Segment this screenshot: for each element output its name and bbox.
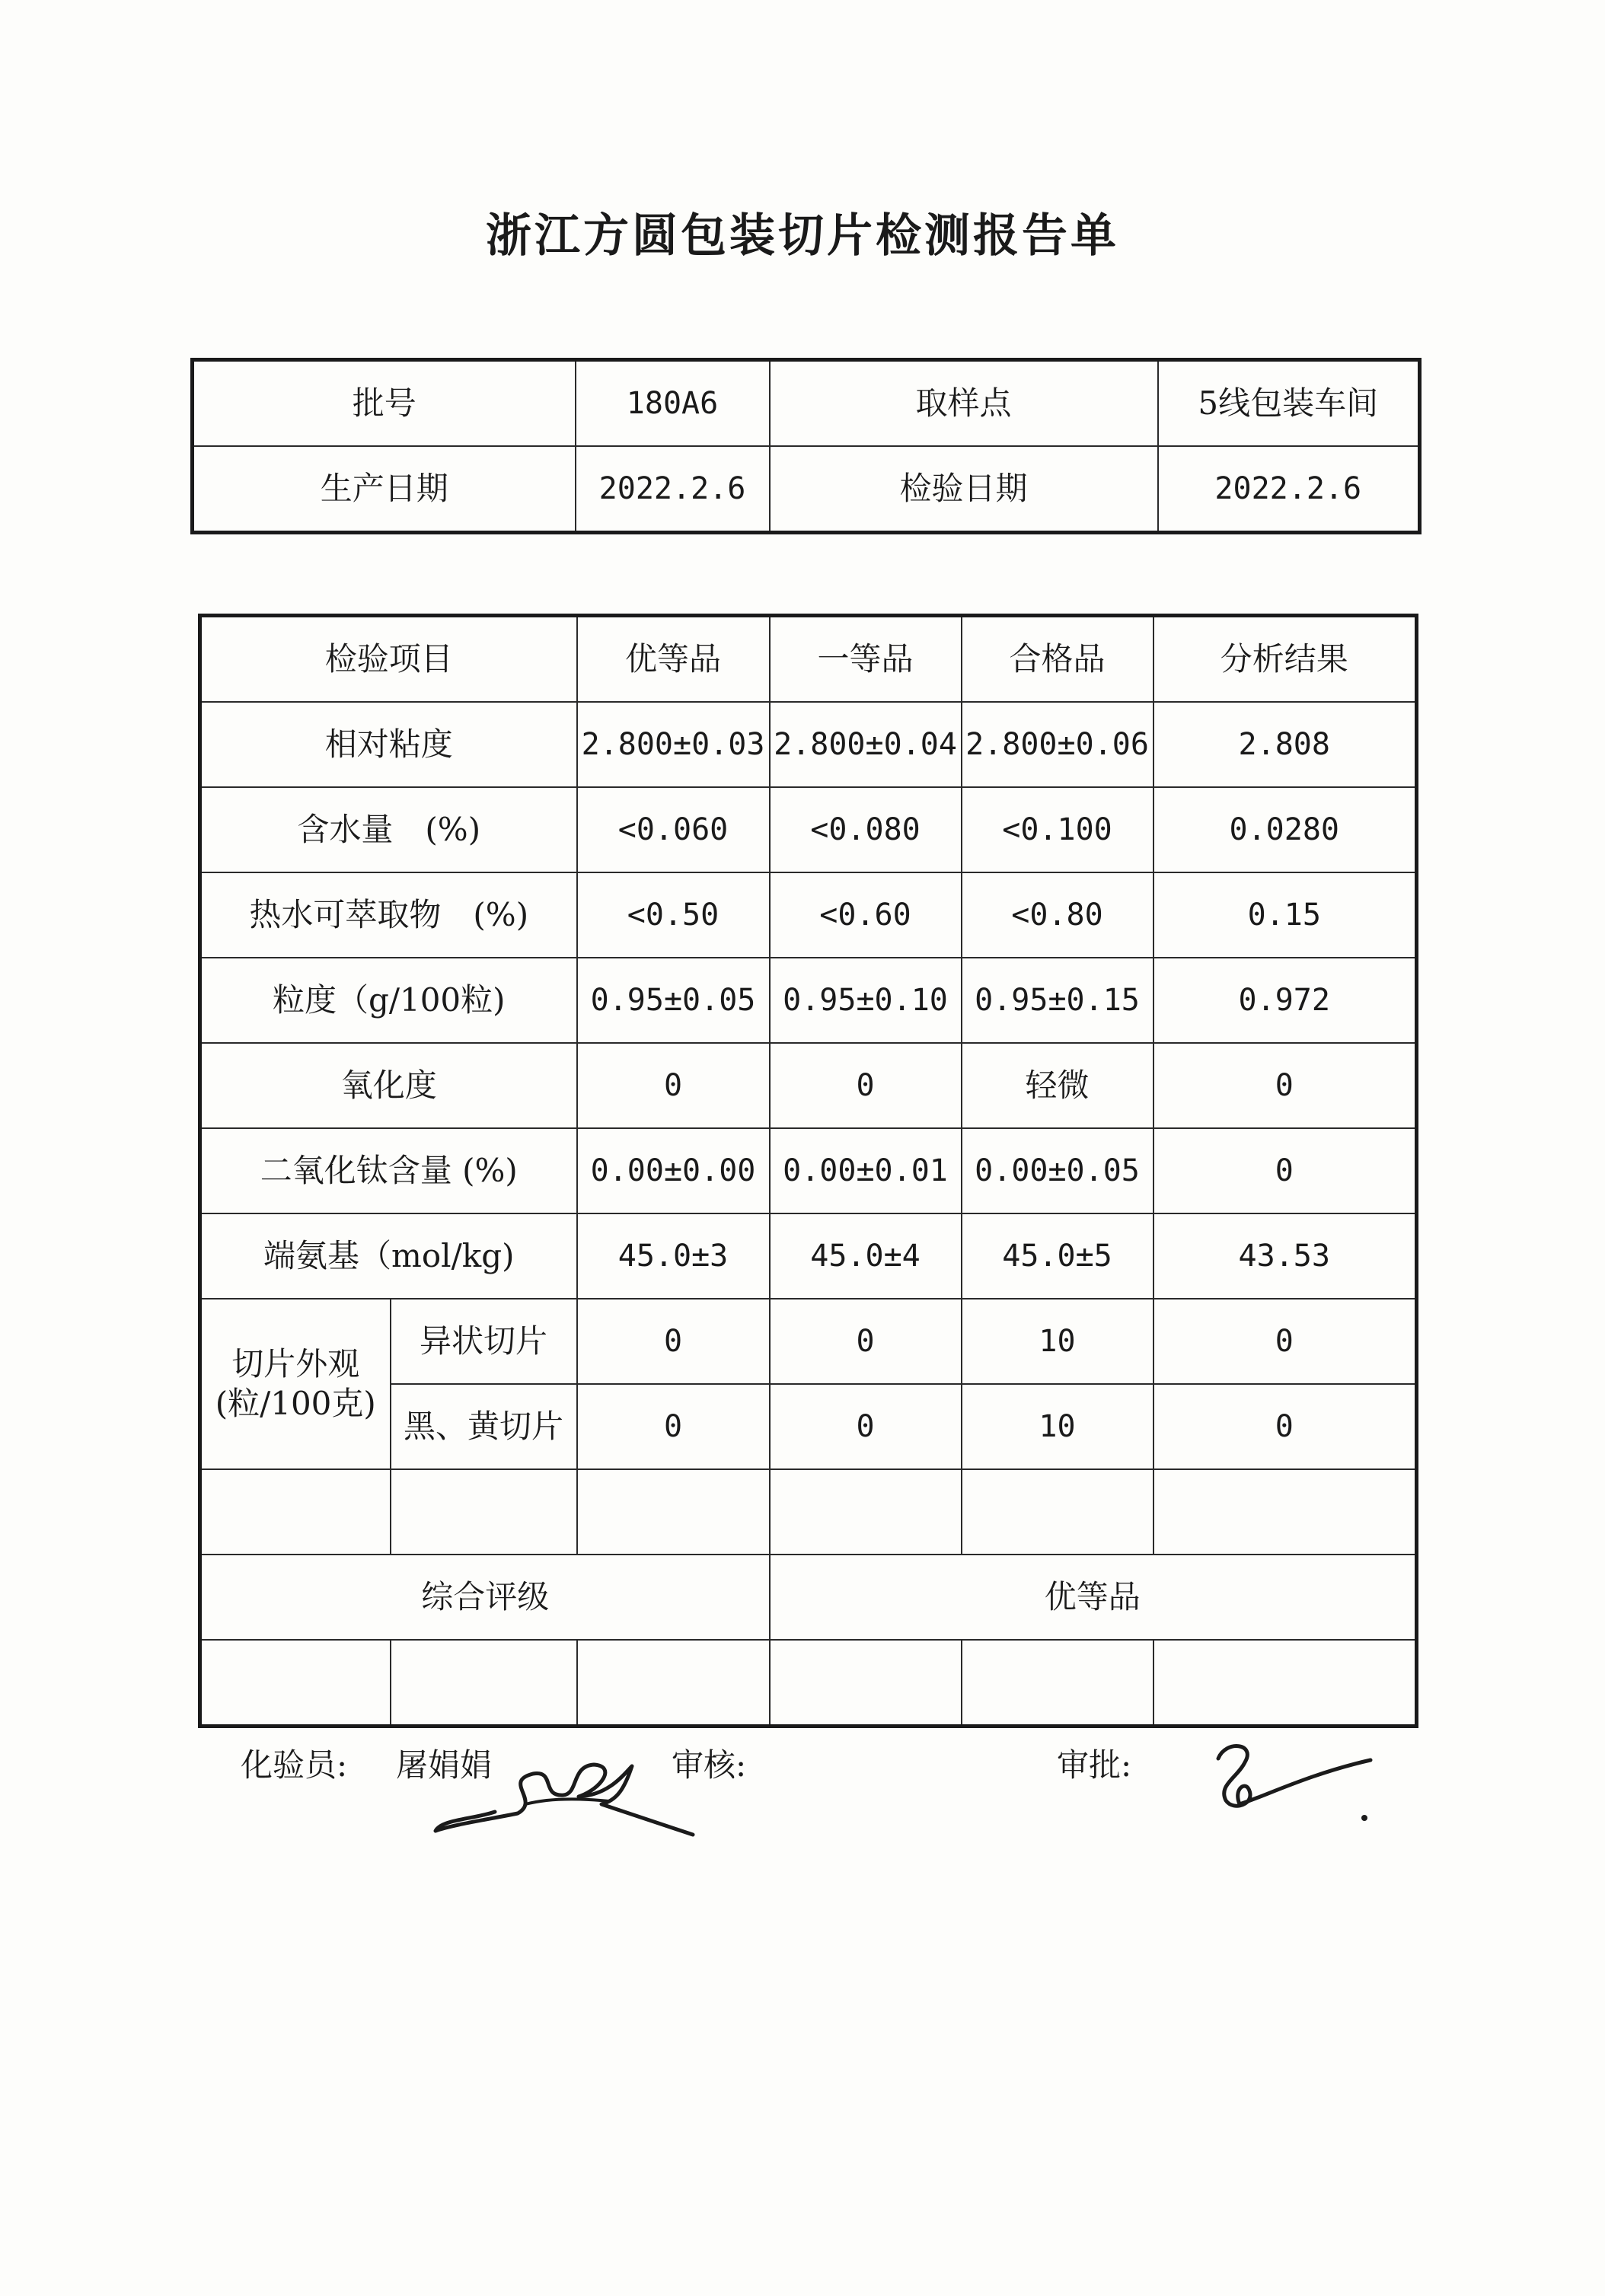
table-row [200,702,1417,787]
row-result: 0 [1153,1043,1417,1128]
row-first: 0 [770,1384,962,1469]
empty-row [200,1469,1417,1555]
inspection-date-label: 检验日期 [770,446,1158,533]
info-row [193,446,1420,533]
approver-label: 审批: [1057,1746,1132,1784]
row-superior: 0.00±0.00 [577,1128,770,1213]
row-result: 0.972 [1153,958,1417,1043]
inspector-label: 化验员: [241,1746,348,1784]
row-item: 异状切片 [391,1299,577,1384]
row-qualified: 0.00±0.05 [962,1128,1153,1213]
row-first: 0.00±0.01 [770,1128,962,1213]
batch-value: 180A6 [576,360,770,447]
row-item: 含水量 (%) [200,787,577,872]
header-row [200,616,1417,703]
row-superior: <0.060 [577,787,770,872]
production-date-label: 生产日期 [193,446,576,533]
reviewer-label: 审核: [672,1746,747,1784]
row-result: 0 [1153,1299,1417,1384]
inspection-table [198,614,1418,1728]
table-row [200,787,1417,872]
row-qualified: 轻微 [962,1043,1153,1128]
row-item: 相对粘度 [200,702,577,787]
batch-label: 批号 [193,360,576,447]
appearance-label-line1: 切片外观 [231,1344,360,1382]
table-row [200,1043,1417,1128]
sample-point-label: 取样点 [770,360,1158,447]
row-qualified: 2.800±0.06 [962,702,1153,787]
header-qualified: 合格品 [962,616,1153,703]
row-result: 43.53 [1153,1213,1417,1299]
overall-label: 综合评级 [200,1555,770,1640]
empty-row [200,1640,1417,1727]
row-qualified: <0.100 [962,787,1153,872]
production-date-value: 2022.2.6 [576,446,770,533]
row-qualified: 10 [962,1384,1153,1469]
table-row [200,1213,1417,1299]
row-item: 二氧化钛含量 (%) [200,1128,577,1213]
inspector-signature [426,1728,700,1842]
row-qualified: 10 [962,1299,1153,1384]
row-item: 热水可萃取物 (%) [200,872,577,958]
info-table [190,358,1422,534]
header-result: 分析结果 [1153,616,1417,703]
row-qualified: 0.95±0.15 [962,958,1153,1043]
row-result: 0.0280 [1153,787,1417,872]
appearance-group-label [200,1299,391,1469]
inspector-name: 屠娟娟 [396,1746,493,1784]
header-superior: 优等品 [577,616,770,703]
row-first: 2.800±0.04 [770,702,962,787]
row-first: <0.080 [770,787,962,872]
row-superior: 0 [577,1384,770,1469]
row-item: 端氨基（mol/kg) [200,1213,577,1299]
row-first: 0 [770,1043,962,1128]
row-item: 氧化度 [200,1043,577,1128]
info-row [193,360,1420,447]
row-superior: 0 [577,1043,770,1128]
row-qualified: <0.80 [962,872,1153,958]
row-result: 0 [1153,1384,1417,1469]
row-superior: 45.0±3 [577,1213,770,1299]
row-item: 黑、黄切片 [391,1384,577,1469]
header-item: 检验项目 [200,616,577,703]
row-first: 45.0±4 [770,1213,962,1299]
appearance-label-line2: (粒/100克) [215,1385,376,1422]
overall-row [200,1555,1417,1640]
table-row [200,872,1417,958]
row-superior: 2.800±0.03 [577,702,770,787]
row-superior: <0.50 [577,872,770,958]
row-superior: 0.95±0.05 [577,958,770,1043]
sample-point-value: 5线包装车间 [1158,360,1420,447]
approver-signature [1203,1728,1386,1835]
row-result: 0.15 [1153,872,1417,958]
row-item: 粒度（g/100粒) [200,958,577,1043]
overall-value: 优等品 [770,1555,1417,1640]
row-first: <0.60 [770,872,962,958]
table-row [200,958,1417,1043]
row-superior: 0 [577,1299,770,1384]
inspection-date-value: 2022.2.6 [1158,446,1420,533]
table-row [200,1299,1417,1384]
row-first: 0 [770,1299,962,1384]
table-row [200,1128,1417,1213]
report-title: 浙江方圆包装切片检测报告单 [486,209,1119,263]
row-qualified: 45.0±5 [962,1213,1153,1299]
row-result: 0 [1153,1128,1417,1213]
header-first: 一等品 [770,616,962,703]
row-result: 2.808 [1153,702,1417,787]
row-first: 0.95±0.10 [770,958,962,1043]
